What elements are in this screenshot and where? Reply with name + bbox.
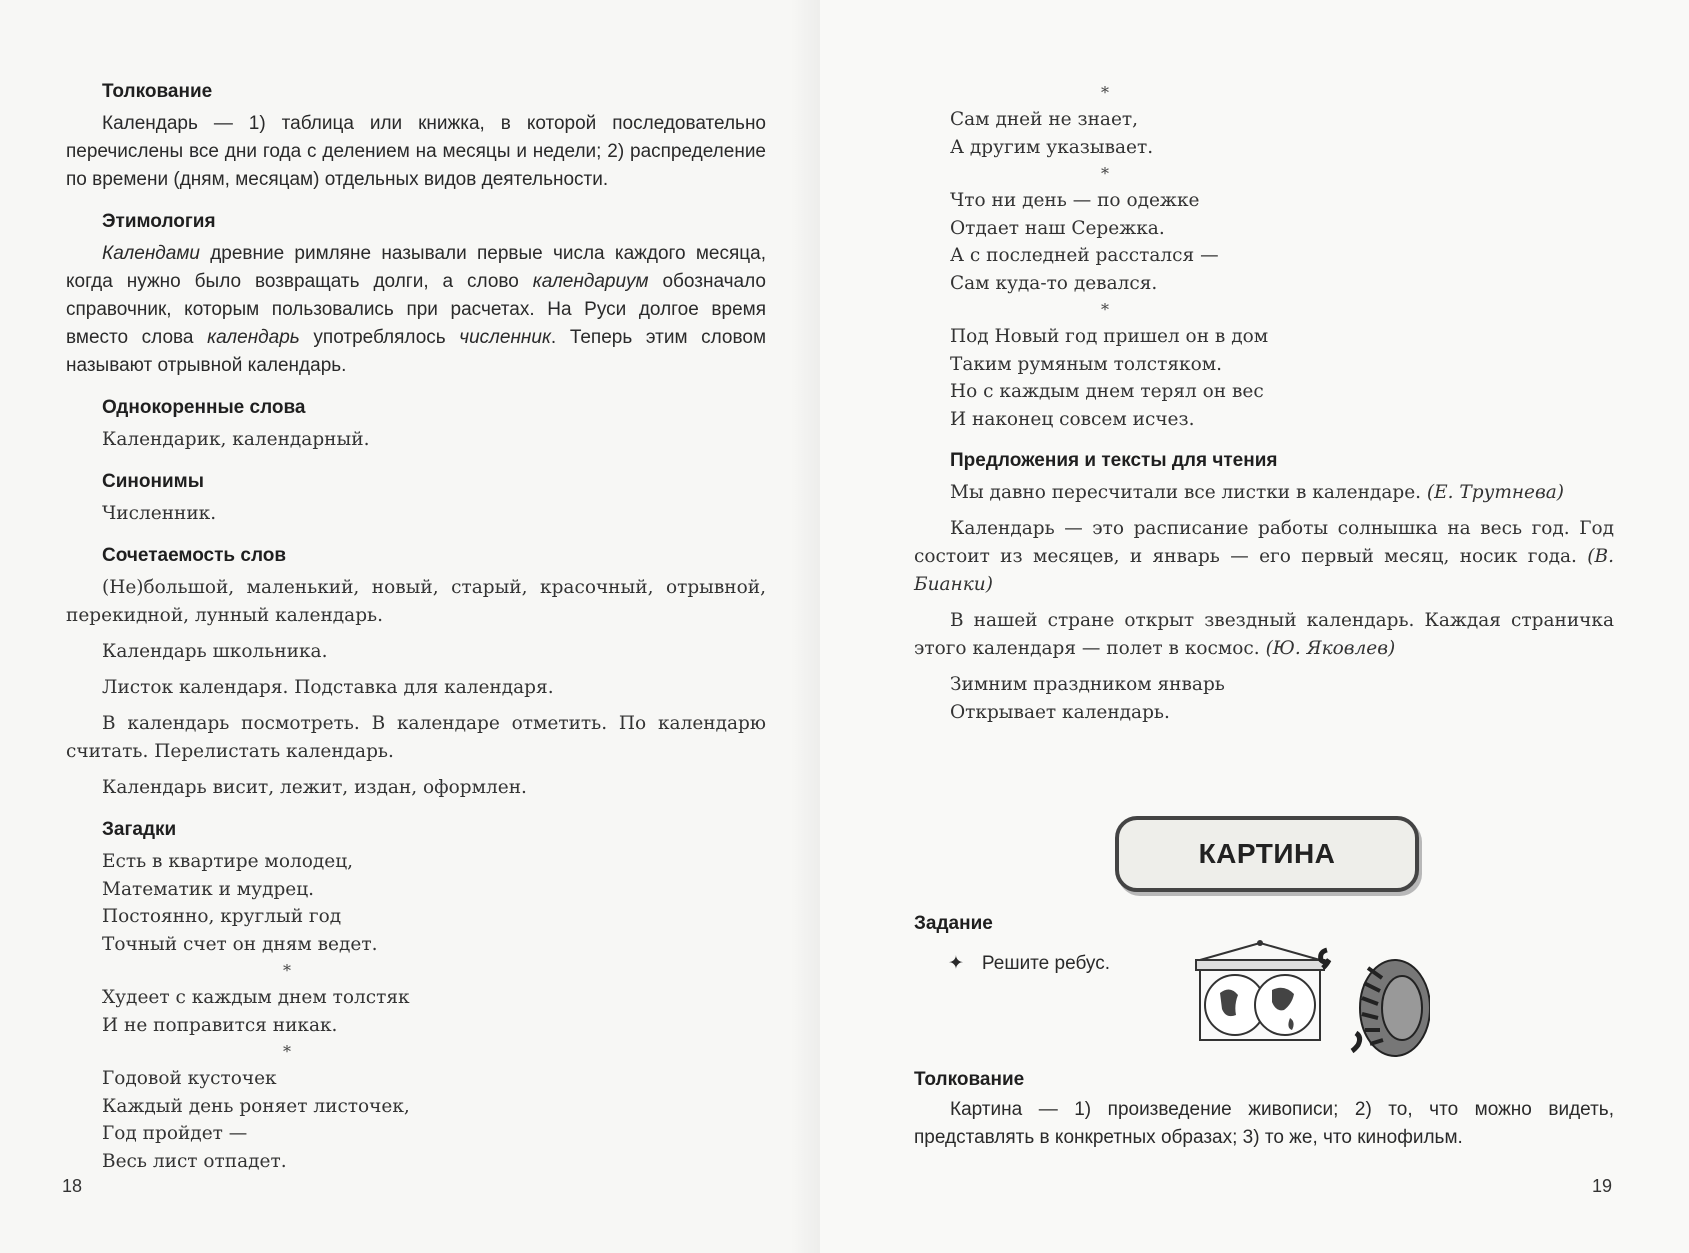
heading-synonyms: Синонимы bbox=[102, 471, 204, 492]
riddle: Что ни день — по одежке Отдает наш Сережка. А с последней расстался — Сам куда-то девался. bbox=[950, 190, 1219, 294]
reading-sentence: Календарь — это расписание работы солнышка на весь год. Год состоит из месяцев, и январь — его первый месяц, носик года. (В. Бианки) bbox=[914, 518, 1614, 595]
left-column bbox=[66, 78, 766, 1175]
riddle: Сам дней не знает, А другим указывает. bbox=[950, 109, 1154, 158]
rebus-picture bbox=[1190, 938, 1430, 1058]
task-item: ✦ Решите ребус. bbox=[948, 953, 1110, 974]
heading-cognates: Однокоренные слова bbox=[102, 397, 306, 418]
heading-collocations: Сочетаемость слов bbox=[102, 545, 287, 566]
right-page bbox=[820, 0, 1689, 1253]
etymology-text: Календами древние римляне называли первые числа каждого месяца, когда нужно было возвращать долги, а слово календариум обозначало справочник, которым пользовались при расчетах. На Руси долгое время вместо слова календарь употреблялось численник. Теперь этим словом называют отрывной календарь. bbox=[66, 243, 767, 376]
riddle: Годовой кусточек Каждый день роняет листочек, Год пройдет — Весь лист отпадет. bbox=[102, 1068, 410, 1172]
cognates-text: Календарик, календарный. bbox=[102, 429, 370, 450]
reading-sentence: Мы давно пересчитали все листки в календаре. (Е. Трутнева) bbox=[950, 482, 1565, 503]
riddle: Под Новый год пришел он в дом Таким румяным толстяком. Но с каждым днем терял он вес И наконец совсем исчез. bbox=[950, 326, 1269, 430]
star-separator: * bbox=[283, 961, 291, 980]
heading-reading: Предложения и тексты для чтения bbox=[950, 450, 1278, 471]
word-title: КАРТИНА bbox=[1198, 838, 1336, 869]
interpretation-text: Календарь — 1) таблица или книжка, в которой последовательно перечислены все дни года с делением на месяцы и недели; 2) распределение по времени (дням, месяцам) отдельных видов деятельности. bbox=[66, 113, 766, 190]
riddle: Худеет с каждым днем толстяк И не поправится никак. bbox=[102, 987, 410, 1036]
collocation-line: (Не)большой, маленький, новый, старый, красочный, отрывной, перекидной, лунный календарь. bbox=[66, 577, 766, 626]
collocation-line: Календарь висит, лежит, издан, оформлен. bbox=[102, 777, 527, 798]
tire-icon bbox=[1360, 960, 1430, 1056]
left-page bbox=[0, 0, 820, 1253]
page-number: 19 bbox=[1592, 1176, 1613, 1196]
reading-sentence: В нашей стране открыт звездный календарь. Каждая страничка этого календаря — полет в космос. (Ю. Яковлев) bbox=[914, 610, 1614, 659]
heading-interpretation: Толкование bbox=[102, 81, 213, 102]
heading-riddles: Загадки bbox=[102, 819, 177, 840]
heading-etymology: Этимология bbox=[102, 211, 216, 232]
star-separator: * bbox=[283, 1042, 291, 1061]
star-separator: * bbox=[1101, 300, 1109, 319]
reading-verse: Зимним праздником январь Открывает календарь. bbox=[950, 674, 1225, 723]
map-poster-icon bbox=[1196, 940, 1324, 1040]
star-separator: * bbox=[1101, 164, 1109, 183]
synonyms-text: Численник. bbox=[102, 503, 217, 524]
collocation-line: В календарь посмотреть. В календаре отметить. По календарю считать. Перелистать календарь. bbox=[66, 713, 766, 762]
collocation-line: Календарь школьника. bbox=[102, 641, 328, 662]
word-title-banner bbox=[1115, 816, 1419, 892]
riddle: Есть в квартире молодец, Математик и мудрец. Постоянно, круглый год Точный счет он дням ведет. bbox=[102, 851, 378, 955]
heading-task: Задание bbox=[914, 913, 993, 934]
bullet-icon: ✦ bbox=[948, 953, 964, 974]
page-number: 18 bbox=[62, 1176, 83, 1196]
definition-text: Картина — 1) произведение живописи; 2) то, что можно видеть, представлять в конкретных образах; 3) то же, что кинофильм. bbox=[914, 1099, 1614, 1148]
heading-definition: Толкование bbox=[914, 1069, 1025, 1090]
right-column bbox=[914, 78, 1614, 726]
star-separator: * bbox=[1101, 83, 1109, 102]
collocation-line: Листок календаря. Подставка для календаря. bbox=[102, 677, 554, 698]
